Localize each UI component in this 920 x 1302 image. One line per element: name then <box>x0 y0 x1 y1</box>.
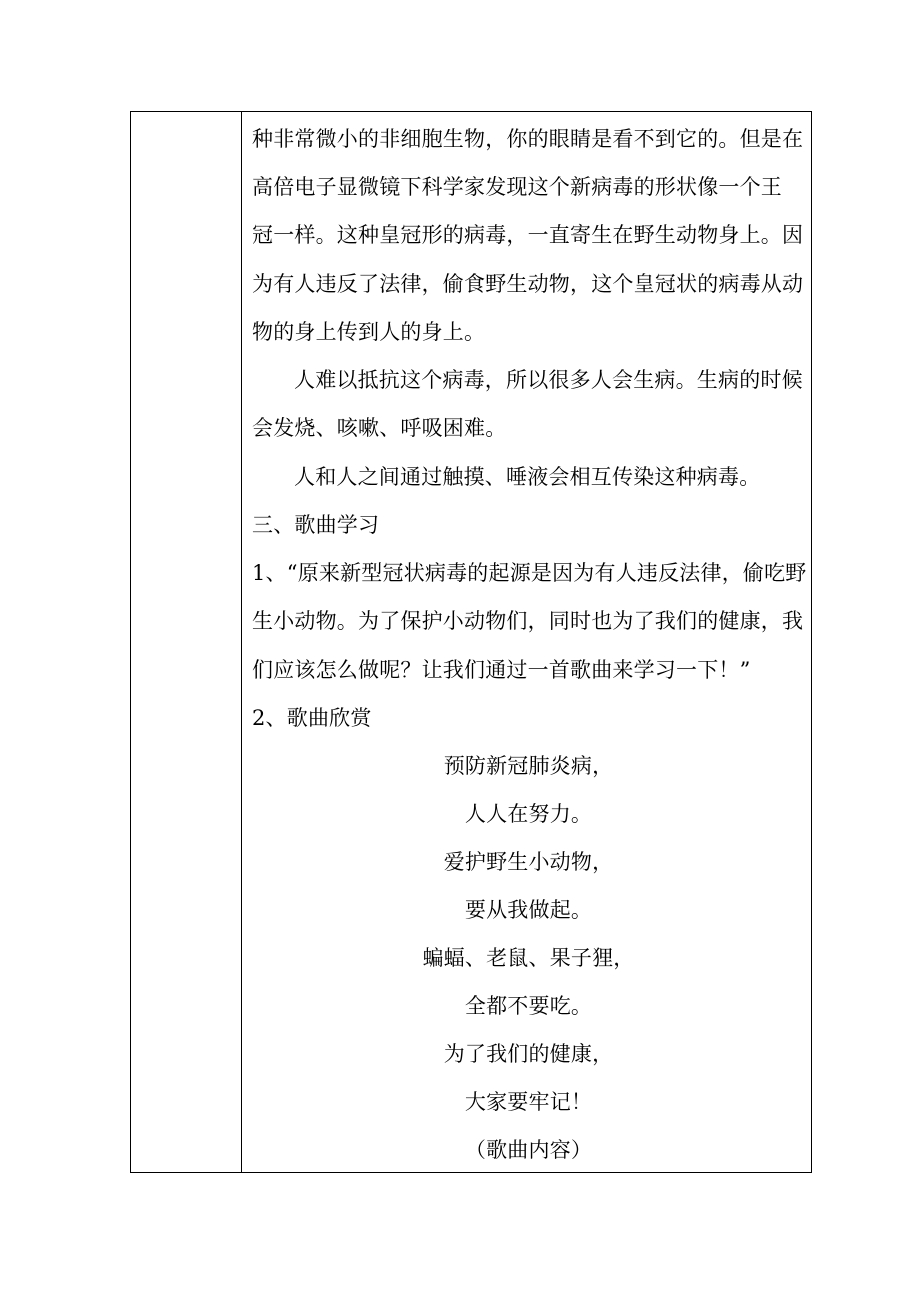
paragraph-line: 高倍电子显微镜下科学家发现这个新病毒的形状像一个王 <box>252 175 782 199</box>
item-line: 生小动物。为了保护小动物们，同时也为了我们的健康，我 <box>252 609 804 633</box>
song-lyric-line: 为了我们的健康， <box>443 1042 614 1066</box>
table-content-cell <box>252 112 805 1172</box>
item-heading: 2、歌曲欣赏 <box>252 706 372 730</box>
section-heading: 三、歌曲学习 <box>252 513 380 537</box>
song-caption: （歌曲内容） <box>464 1138 593 1162</box>
item-line: 们应该怎么做呢？让我们通过一首歌曲来学习一下！” <box>252 658 751 682</box>
song-lyric-line: 爱护野生小动物， <box>443 850 614 874</box>
paragraph-line: 人难以抵抗这个病毒，所以很多人会生病。生病的时候 <box>294 368 803 392</box>
paragraph-line: 种非常微小的非细胞生物，你的眼睛是看不到它的。但是在 <box>252 127 804 151</box>
item-line: 1、“原来新型冠状病毒的起源是因为有人违反法律，偷吃野 <box>252 561 807 585</box>
paragraph-line: 冠一样。这种皇冠形的病毒，一直寄生在野生动物身上。因 <box>252 223 804 247</box>
paragraph-line: 人和人之间通过触摸、唾液会相互传染这种病毒。 <box>294 465 761 489</box>
song-lyric-line: 人人在努力。 <box>464 802 593 826</box>
column-divider <box>241 112 242 1172</box>
table-left-cell <box>131 112 241 1172</box>
song-lyric-line: 要从我做起。 <box>464 898 593 922</box>
song-lyric-line: 蝙蝠、老鼠、果子狸， <box>422 946 635 970</box>
song-lyric-line: 全都不要吃。 <box>464 994 593 1018</box>
paragraph-line: 为有人违反了法律，偷食野生动物，这个皇冠状的病毒从动 <box>252 272 804 296</box>
paragraph-line: 会发烧、咳嗽、呼吸困难。 <box>252 416 507 440</box>
song-lyric-line: 大家要牢记！ <box>464 1090 593 1114</box>
song-lyric-line: 预防新冠肺炎病， <box>443 754 614 778</box>
paragraph-line: 物的身上传到人的身上。 <box>252 320 486 344</box>
lesson-table <box>130 111 812 1173</box>
